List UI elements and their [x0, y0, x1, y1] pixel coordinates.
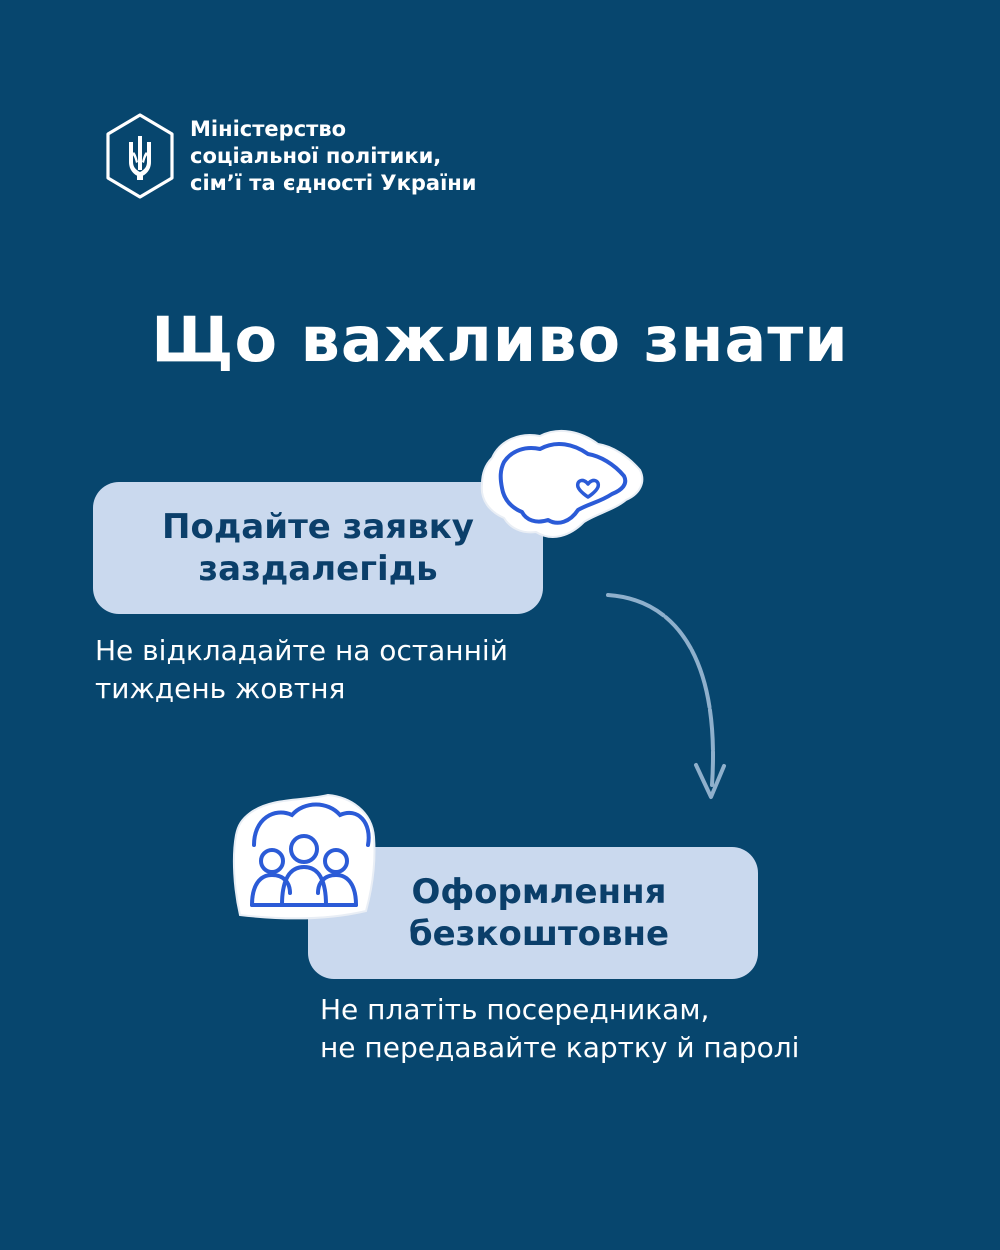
- tip-heading: Подайте заявку заздалегідь: [162, 507, 474, 589]
- ministry-logo-icon: [105, 112, 175, 200]
- family-group-icon: [232, 793, 377, 923]
- ukraine-map-heart-icon: [470, 418, 650, 548]
- tip-heading: Оформлення безкоштовне: [408, 872, 670, 954]
- curved-arrow-icon: [600, 585, 740, 815]
- tip-description: Не платіть посередникам, не передавайте картку й паролі: [320, 993, 800, 1064]
- ministry-name: Міністерство соціальної політики, сім’ї та єдності України: [190, 117, 477, 195]
- tip-description: Не відкладайте на останній тиждень жовтня: [95, 634, 508, 705]
- page-title: Що важливо знати: [151, 303, 849, 376]
